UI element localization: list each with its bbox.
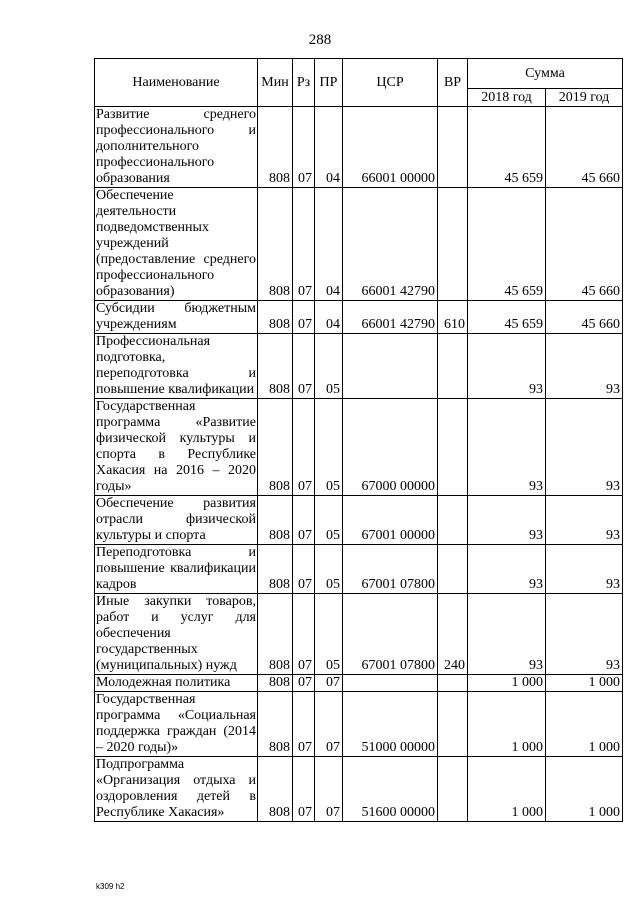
cell-vr: [438, 757, 468, 822]
cell-rz: 07: [293, 107, 315, 188]
cell-min: 808: [258, 594, 293, 675]
cell-min: 808: [258, 334, 293, 399]
cell-min: 808: [258, 301, 293, 334]
cell-rz: 07: [293, 757, 315, 822]
cell-vr: [438, 334, 468, 399]
table-row: [95, 545, 623, 594]
cell-y2018: 1 000: [468, 675, 546, 692]
cell-y2019: 93: [546, 399, 623, 496]
cell-y2019: 1 000: [546, 757, 623, 822]
cell-vr: [438, 692, 468, 757]
cell-name: Субсидии бюджетным учреждениям: [96, 301, 256, 332]
cell-vr: [438, 107, 468, 188]
cell-vr: [438, 496, 468, 545]
cell-name: Профессиональная подготовка, переподготовка и повышение квалификации: [96, 334, 256, 397]
cell-pr: 07: [315, 757, 343, 822]
cell-csr: 67001 07800: [343, 545, 438, 594]
budget-table: [94, 58, 623, 822]
cell-pr: 07: [315, 692, 343, 757]
header-vr: ВР: [438, 59, 468, 107]
cell-vr: [438, 399, 468, 496]
cell-y2018: 93: [468, 545, 546, 594]
cell-y2019: 93: [546, 334, 623, 399]
cell-min: 808: [258, 692, 293, 757]
cell-vr: [438, 545, 468, 594]
cell-y2018: 93: [468, 334, 546, 399]
cell-pr: 04: [315, 188, 343, 301]
header-csr: ЦСР: [343, 59, 438, 107]
header-sum: Сумма: [468, 59, 623, 89]
cell-rz: 07: [293, 594, 315, 675]
table-row: [95, 496, 623, 545]
cell-vr: [438, 675, 468, 692]
cell-y2019: 45 660: [546, 188, 623, 301]
cell-rz: 07: [293, 675, 315, 692]
cell-vr: [438, 188, 468, 301]
cell-y2019: 93: [546, 594, 623, 675]
cell-rz: 07: [293, 545, 315, 594]
table-row: [95, 675, 623, 692]
cell-y2018: 1 000: [468, 757, 546, 822]
cell-y2019: 45 660: [546, 301, 623, 334]
cell-pr: 07: [315, 675, 343, 692]
table-row: [95, 188, 623, 301]
cell-y2018: 93: [468, 496, 546, 545]
cell-csr: 66001 42790: [343, 301, 438, 334]
cell-min: 808: [258, 675, 293, 692]
cell-rz: 07: [293, 399, 315, 496]
table-row: [95, 594, 623, 675]
cell-y2019: 93: [546, 545, 623, 594]
cell-min: 808: [258, 399, 293, 496]
cell-csr: 66001 00000: [343, 107, 438, 188]
header-min: Мин: [258, 59, 293, 107]
table-row: [95, 301, 623, 334]
table-row: [95, 692, 623, 757]
cell-pr: 05: [315, 399, 343, 496]
cell-name: Подпрограмма «Организация отдыха и оздоровления детей в Республике Хакасия»: [96, 757, 256, 820]
cell-y2018: 1 000: [468, 692, 546, 757]
cell-csr: 67001 00000: [343, 496, 438, 545]
cell-rz: 07: [293, 301, 315, 334]
cell-y2019: 1 000: [546, 692, 623, 757]
cell-pr: 05: [315, 545, 343, 594]
cell-csr: 51000 00000: [343, 692, 438, 757]
cell-pr: 04: [315, 301, 343, 334]
cell-csr: 67001 07800: [343, 594, 438, 675]
table-row: [95, 107, 623, 188]
footer-code: k309 h2: [96, 882, 125, 891]
cell-csr: 51600 00000: [343, 757, 438, 822]
cell-min: 808: [258, 188, 293, 301]
cell-rz: 07: [293, 692, 315, 757]
cell-name: Государственная программа «Социальная поддержка граждан (2014 – 2020 годы)»: [96, 692, 256, 755]
header-pr: ПР: [315, 59, 343, 107]
cell-vr: 240: [438, 594, 468, 675]
cell-y2018: 93: [468, 399, 546, 496]
page-number: 288: [308, 32, 332, 48]
cell-y2019: 93: [546, 496, 623, 545]
cell-name: Обеспечение развития отрасли физической культуры и спорта: [96, 496, 256, 543]
cell-min: 808: [258, 107, 293, 188]
cell-min: 808: [258, 496, 293, 545]
cell-name: Обеспечение деятельности подведомственных учреждений (предоставление среднего профессионального образования): [96, 188, 256, 299]
cell-pr: 05: [315, 496, 343, 545]
cell-min: 808: [258, 757, 293, 822]
cell-pr: 05: [315, 594, 343, 675]
cell-name: Переподготовка и повышение квалификации кадров: [96, 545, 256, 592]
cell-y2019: 1 000: [546, 675, 623, 692]
header-2019: 2019 год: [546, 89, 623, 107]
cell-csr: 67000 00000: [343, 399, 438, 496]
cell-y2018: 93: [468, 594, 546, 675]
cell-csr: [343, 334, 438, 399]
cell-rz: 07: [293, 188, 315, 301]
header-2018: 2018 год: [468, 89, 546, 107]
cell-name: Государственная программа «Развитие физической культуры и спорта в Республике Хакасия на 2016 – 2020 годы»: [96, 399, 256, 494]
cell-rz: 07: [293, 334, 315, 399]
cell-vr: 610: [438, 301, 468, 334]
cell-name: Развитие среднего профессионального и дополнительного профессионального образования: [96, 107, 256, 186]
cell-name: Молодежная политика: [95, 675, 258, 692]
cell-name: Иные закупки товаров, работ и услуг для обеспечения государственных (муниципальных) нужд: [96, 594, 256, 673]
cell-pr: 04: [315, 107, 343, 188]
cell-pr: 05: [315, 334, 343, 399]
cell-y2019: 45 660: [546, 107, 623, 188]
header-name: Наименование: [95, 59, 258, 107]
cell-csr: [343, 675, 438, 692]
cell-y2018: 45 659: [468, 301, 546, 334]
table-row: [95, 334, 623, 399]
cell-y2018: 45 659: [468, 188, 546, 301]
header-rz: Рз: [293, 59, 315, 107]
table-row: [95, 399, 623, 496]
cell-csr: 66001 42790: [343, 188, 438, 301]
cell-rz: 07: [293, 496, 315, 545]
cell-y2018: 45 659: [468, 107, 546, 188]
table-row: [95, 757, 623, 822]
cell-min: 808: [258, 545, 293, 594]
